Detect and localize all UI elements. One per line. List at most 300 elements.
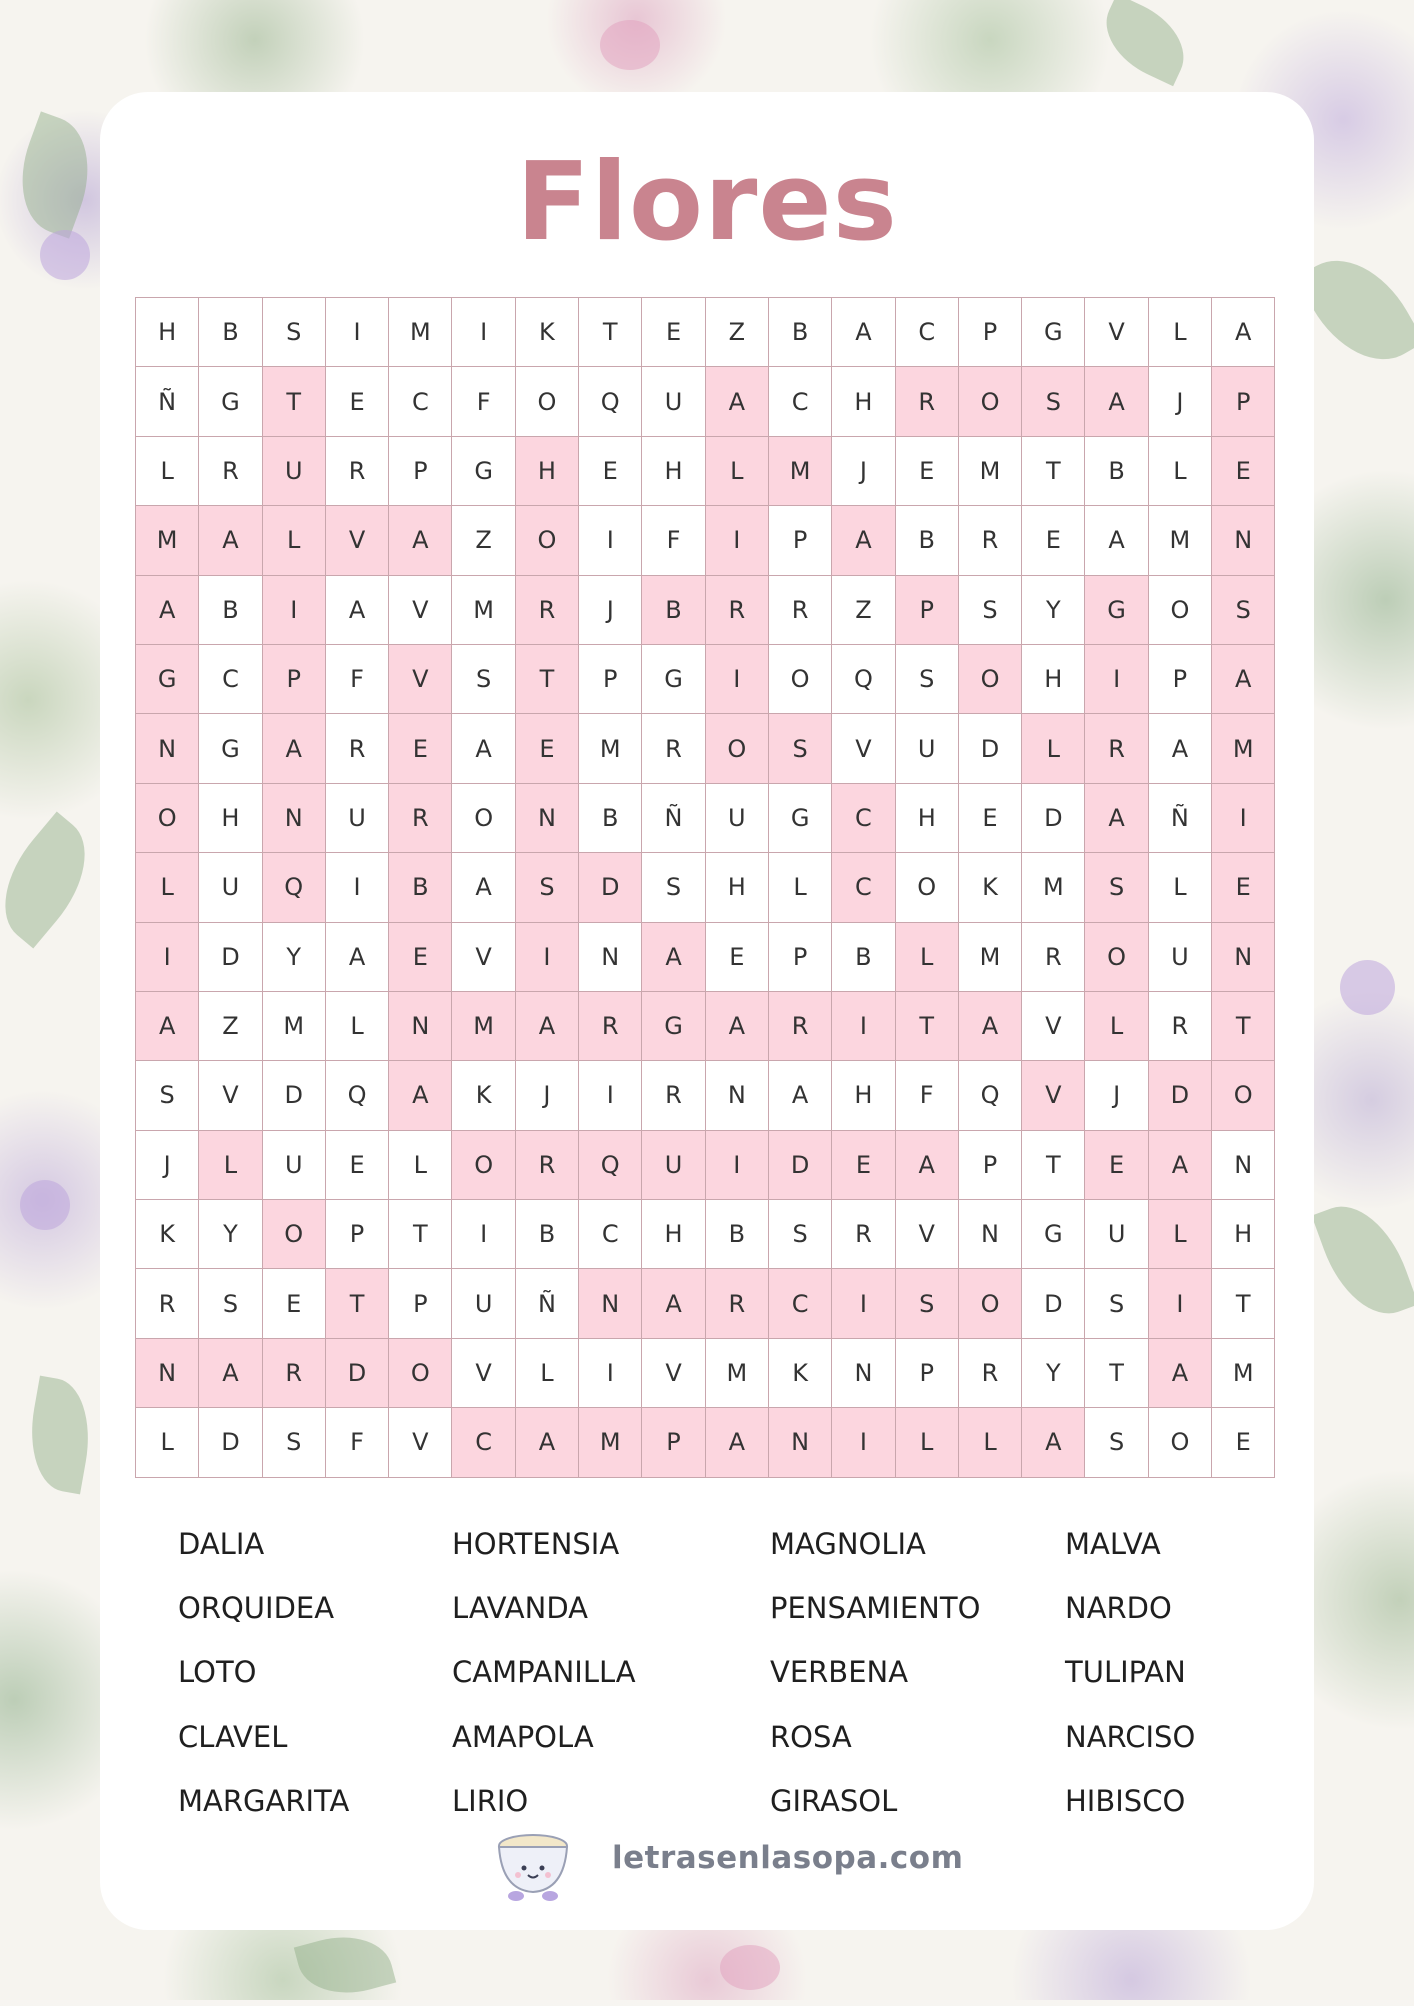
grid-cell[interactable]: A [452, 853, 515, 922]
grid-cell[interactable]: N [1212, 922, 1275, 991]
grid-cell[interactable]: A [136, 575, 199, 644]
grid-cell[interactable]: N [768, 1408, 831, 1477]
grid-cell[interactable]: S [1212, 575, 1275, 644]
grid-cell[interactable]: N [389, 991, 452, 1060]
grid-cell[interactable]: V [199, 1061, 262, 1130]
grid-cell[interactable]: S [136, 1061, 199, 1130]
grid-cell[interactable]: E [1212, 1408, 1275, 1477]
grid-cell[interactable]: S [1085, 853, 1148, 922]
grid-cell[interactable]: A [389, 506, 452, 575]
grid-cell[interactable]: G [642, 644, 705, 713]
grid-cell[interactable]: P [1148, 644, 1211, 713]
grid-cell[interactable]: F [325, 644, 388, 713]
grid-cell[interactable]: A [515, 991, 578, 1060]
grid-cell[interactable]: L [136, 1408, 199, 1477]
grid-cell[interactable]: C [768, 367, 831, 436]
grid-cell[interactable]: Q [958, 1061, 1021, 1130]
grid-cell[interactable]: T [1212, 1269, 1275, 1338]
grid-cell[interactable]: I [832, 1408, 895, 1477]
grid-cell[interactable]: A [515, 1408, 578, 1477]
grid-cell[interactable]: B [1085, 436, 1148, 505]
grid-cell[interactable]: E [1022, 506, 1085, 575]
grid-cell[interactable]: T [579, 298, 642, 367]
grid-cell[interactable]: N [705, 1061, 768, 1130]
grid-cell[interactable]: A [1085, 367, 1148, 436]
grid-cell[interactable]: G [1085, 575, 1148, 644]
grid-cell[interactable]: R [325, 436, 388, 505]
grid-cell[interactable]: N [958, 1200, 1021, 1269]
grid-cell[interactable]: Ñ [136, 367, 199, 436]
grid-cell[interactable]: R [1022, 922, 1085, 991]
grid-cell[interactable]: A [642, 1269, 705, 1338]
grid-cell[interactable]: P [389, 1269, 452, 1338]
grid-cell[interactable]: I [325, 853, 388, 922]
grid-cell[interactable]: F [895, 1061, 958, 1130]
grid-cell[interactable]: A [1212, 298, 1275, 367]
grid-cell[interactable]: J [1148, 367, 1211, 436]
grid-cell[interactable]: Ñ [642, 783, 705, 852]
grid-cell[interactable]: A [1212, 644, 1275, 713]
grid-cell[interactable]: M [958, 436, 1021, 505]
grid-cell[interactable]: E [325, 1130, 388, 1199]
grid-cell[interactable]: T [389, 1200, 452, 1269]
grid-cell[interactable]: B [389, 853, 452, 922]
grid-cell[interactable]: U [1085, 1200, 1148, 1269]
grid-cell[interactable]: R [832, 1200, 895, 1269]
grid-cell[interactable]: R [705, 1269, 768, 1338]
grid-cell[interactable]: H [1212, 1200, 1275, 1269]
grid-cell[interactable]: L [199, 1130, 262, 1199]
grid-cell[interactable]: N [1212, 506, 1275, 575]
grid-cell[interactable]: U [895, 714, 958, 783]
grid-cell[interactable]: I [705, 506, 768, 575]
grid-cell[interactable]: A [325, 575, 388, 644]
grid-cell[interactable]: U [262, 1130, 325, 1199]
grid-cell[interactable]: V [642, 1338, 705, 1407]
grid-cell[interactable]: A [136, 991, 199, 1060]
grid-cell[interactable]: M [452, 991, 515, 1060]
grid-cell[interactable]: R [958, 1338, 1021, 1407]
website-link[interactable]: letrasenlasopa.com [612, 1840, 964, 1876]
grid-cell[interactable]: A [768, 1061, 831, 1130]
grid-cell[interactable]: N [136, 714, 199, 783]
grid-cell[interactable]: H [832, 367, 895, 436]
grid-cell[interactable]: A [705, 1408, 768, 1477]
grid-cell[interactable]: V [389, 1408, 452, 1477]
grid-cell[interactable]: S [262, 298, 325, 367]
grid-cell[interactable]: I [579, 1061, 642, 1130]
grid-cell[interactable]: R [199, 436, 262, 505]
grid-cell[interactable]: J [832, 436, 895, 505]
grid-cell[interactable]: R [579, 991, 642, 1060]
grid-cell[interactable]: H [642, 436, 705, 505]
grid-cell[interactable]: L [389, 1130, 452, 1199]
grid-cell[interactable]: I [1212, 783, 1275, 852]
grid-cell[interactable]: K [452, 1061, 515, 1130]
grid-cell[interactable]: F [325, 1408, 388, 1477]
grid-cell[interactable]: C [199, 644, 262, 713]
grid-cell[interactable]: J [136, 1130, 199, 1199]
grid-cell[interactable]: T [1022, 1130, 1085, 1199]
grid-cell[interactable]: P [958, 1130, 1021, 1199]
grid-cell[interactable]: A [1148, 1338, 1211, 1407]
grid-cell[interactable]: K [768, 1338, 831, 1407]
grid-cell[interactable]: A [705, 991, 768, 1060]
grid-cell[interactable]: Q [579, 1130, 642, 1199]
grid-cell[interactable]: L [895, 922, 958, 991]
grid-cell[interactable]: S [452, 644, 515, 713]
grid-cell[interactable]: E [579, 436, 642, 505]
grid-cell[interactable]: I [136, 922, 199, 991]
grid-cell[interactable]: G [1022, 298, 1085, 367]
grid-cell[interactable]: D [768, 1130, 831, 1199]
grid-cell[interactable]: O [705, 714, 768, 783]
grid-cell[interactable]: L [1148, 853, 1211, 922]
grid-cell[interactable]: A [832, 506, 895, 575]
grid-cell[interactable]: M [1148, 506, 1211, 575]
grid-cell[interactable]: S [895, 644, 958, 713]
grid-cell[interactable]: D [1022, 1269, 1085, 1338]
grid-cell[interactable]: O [262, 1200, 325, 1269]
grid-cell[interactable]: A [389, 1061, 452, 1130]
grid-cell[interactable]: D [199, 1408, 262, 1477]
grid-cell[interactable]: H [136, 298, 199, 367]
grid-cell[interactable]: S [1085, 1408, 1148, 1477]
grid-cell[interactable]: M [705, 1338, 768, 1407]
grid-cell[interactable]: V [452, 922, 515, 991]
grid-cell[interactable]: E [325, 367, 388, 436]
grid-cell[interactable]: P [262, 644, 325, 713]
grid-cell[interactable]: N [579, 922, 642, 991]
grid-cell[interactable]: E [1212, 853, 1275, 922]
grid-cell[interactable]: S [199, 1269, 262, 1338]
grid-cell[interactable]: J [579, 575, 642, 644]
grid-cell[interactable]: M [262, 991, 325, 1060]
grid-cell[interactable]: Ñ [515, 1269, 578, 1338]
grid-cell[interactable]: P [389, 436, 452, 505]
grid-cell[interactable]: H [895, 783, 958, 852]
grid-cell[interactable]: O [895, 853, 958, 922]
grid-cell[interactable]: E [1212, 436, 1275, 505]
grid-cell[interactable]: S [768, 1200, 831, 1269]
grid-cell[interactable]: L [1085, 991, 1148, 1060]
grid-cell[interactable]: L [1148, 298, 1211, 367]
grid-cell[interactable]: C [832, 853, 895, 922]
grid-cell[interactable]: V [389, 575, 452, 644]
grid-cell[interactable]: O [389, 1338, 452, 1407]
grid-cell[interactable]: N [1212, 1130, 1275, 1199]
grid-cell[interactable]: I [579, 506, 642, 575]
grid-cell[interactable]: B [199, 575, 262, 644]
grid-cell[interactable]: I [832, 991, 895, 1060]
grid-cell[interactable]: V [895, 1200, 958, 1269]
grid-cell[interactable]: C [832, 783, 895, 852]
grid-cell[interactable]: E [515, 714, 578, 783]
grid-cell[interactable]: R [1148, 991, 1211, 1060]
grid-cell[interactable]: T [262, 367, 325, 436]
grid-cell[interactable]: E [262, 1269, 325, 1338]
grid-cell[interactable]: H [1022, 644, 1085, 713]
grid-cell[interactable]: O [958, 644, 1021, 713]
grid-cell[interactable]: C [389, 367, 452, 436]
grid-cell[interactable]: J [1085, 1061, 1148, 1130]
grid-cell[interactable]: O [1148, 1408, 1211, 1477]
grid-cell[interactable]: N [515, 783, 578, 852]
grid-cell[interactable]: G [1022, 1200, 1085, 1269]
grid-cell[interactable]: V [389, 644, 452, 713]
grid-cell[interactable]: U [262, 436, 325, 505]
grid-cell[interactable]: A [199, 1338, 262, 1407]
grid-cell[interactable]: A [642, 922, 705, 991]
grid-cell[interactable]: M [958, 922, 1021, 991]
grid-cell[interactable]: A [262, 714, 325, 783]
grid-cell[interactable]: L [136, 853, 199, 922]
grid-cell[interactable]: I [452, 298, 515, 367]
grid-cell[interactable]: L [768, 853, 831, 922]
grid-cell[interactable]: T [1212, 991, 1275, 1060]
grid-cell[interactable]: C [768, 1269, 831, 1338]
grid-cell[interactable]: A [895, 1130, 958, 1199]
grid-cell[interactable]: B [642, 575, 705, 644]
grid-cell[interactable]: B [768, 298, 831, 367]
grid-cell[interactable]: R [1085, 714, 1148, 783]
grid-cell[interactable]: K [136, 1200, 199, 1269]
grid-cell[interactable]: E [389, 922, 452, 991]
grid-cell[interactable]: V [452, 1338, 515, 1407]
grid-cell[interactable]: A [1085, 783, 1148, 852]
grid-cell[interactable]: O [1085, 922, 1148, 991]
grid-cell[interactable]: S [958, 575, 1021, 644]
grid-cell[interactable]: A [325, 922, 388, 991]
grid-cell[interactable]: U [1148, 922, 1211, 991]
grid-cell[interactable]: A [1022, 1408, 1085, 1477]
grid-cell[interactable]: P [895, 1338, 958, 1407]
grid-cell[interactable]: Q [832, 644, 895, 713]
grid-cell[interactable]: O [1148, 575, 1211, 644]
grid-cell[interactable]: L [895, 1408, 958, 1477]
grid-cell[interactable]: S [1085, 1269, 1148, 1338]
grid-cell[interactable]: I [262, 575, 325, 644]
grid-cell[interactable]: M [579, 714, 642, 783]
grid-cell[interactable]: U [452, 1269, 515, 1338]
grid-cell[interactable]: J [515, 1061, 578, 1130]
grid-cell[interactable]: Z [452, 506, 515, 575]
grid-cell[interactable]: R [325, 714, 388, 783]
grid-cell[interactable]: L [1022, 714, 1085, 783]
grid-cell[interactable]: G [768, 783, 831, 852]
grid-cell[interactable]: R [895, 367, 958, 436]
grid-cell[interactable]: B [832, 922, 895, 991]
grid-cell[interactable]: O [452, 783, 515, 852]
grid-cell[interactable]: H [832, 1061, 895, 1130]
grid-cell[interactable]: O [136, 783, 199, 852]
grid-cell[interactable]: Z [199, 991, 262, 1060]
grid-cell[interactable]: V [1022, 991, 1085, 1060]
grid-cell[interactable]: D [1148, 1061, 1211, 1130]
grid-cell[interactable]: D [262, 1061, 325, 1130]
grid-cell[interactable]: L [136, 436, 199, 505]
grid-cell[interactable]: V [832, 714, 895, 783]
grid-cell[interactable]: Ñ [1148, 783, 1211, 852]
grid-cell[interactable]: C [895, 298, 958, 367]
grid-cell[interactable]: D [325, 1338, 388, 1407]
grid-cell[interactable]: O [958, 1269, 1021, 1338]
grid-cell[interactable]: P [325, 1200, 388, 1269]
grid-cell[interactable]: H [642, 1200, 705, 1269]
grid-cell[interactable]: E [1085, 1130, 1148, 1199]
grid-cell[interactable]: V [1085, 298, 1148, 367]
grid-cell[interactable]: A [199, 506, 262, 575]
grid-cell[interactable]: Q [579, 367, 642, 436]
grid-cell[interactable]: M [1022, 853, 1085, 922]
grid-cell[interactable]: A [832, 298, 895, 367]
grid-cell[interactable]: P [958, 298, 1021, 367]
grid-cell[interactable]: U [642, 1130, 705, 1199]
grid-cell[interactable]: I [1085, 644, 1148, 713]
grid-cell[interactable]: O [515, 506, 578, 575]
grid-cell[interactable]: A [452, 714, 515, 783]
grid-cell[interactable]: R [958, 506, 1021, 575]
grid-cell[interactable]: T [895, 991, 958, 1060]
grid-cell[interactable]: N [136, 1338, 199, 1407]
grid-cell[interactable]: T [515, 644, 578, 713]
grid-cell[interactable]: L [262, 506, 325, 575]
grid-cell[interactable]: P [768, 922, 831, 991]
grid-cell[interactable]: B [579, 783, 642, 852]
grid-cell[interactable]: B [199, 298, 262, 367]
grid-cell[interactable]: M [1212, 1338, 1275, 1407]
grid-cell[interactable]: I [705, 1130, 768, 1199]
grid-cell[interactable]: Z [705, 298, 768, 367]
grid-cell[interactable]: R [262, 1338, 325, 1407]
grid-cell[interactable]: G [452, 436, 515, 505]
grid-cell[interactable]: N [262, 783, 325, 852]
grid-cell[interactable]: G [199, 714, 262, 783]
grid-cell[interactable]: U [199, 853, 262, 922]
grid-cell[interactable]: T [1022, 436, 1085, 505]
grid-cell[interactable]: N [579, 1269, 642, 1338]
grid-cell[interactable]: I [452, 1200, 515, 1269]
grid-cell[interactable]: P [895, 575, 958, 644]
grid-cell[interactable]: A [1148, 714, 1211, 783]
grid-cell[interactable]: B [895, 506, 958, 575]
grid-cell[interactable]: R [768, 991, 831, 1060]
grid-cell[interactable]: N [832, 1338, 895, 1407]
grid-cell[interactable]: Q [262, 853, 325, 922]
grid-cell[interactable]: M [452, 575, 515, 644]
grid-cell[interactable]: A [1148, 1130, 1211, 1199]
grid-cell[interactable]: E [895, 436, 958, 505]
grid-cell[interactable]: D [199, 922, 262, 991]
grid-cell[interactable]: Q [325, 1061, 388, 1130]
grid-cell[interactable]: B [515, 1200, 578, 1269]
grid-cell[interactable]: C [579, 1200, 642, 1269]
grid-cell[interactable]: B [705, 1200, 768, 1269]
grid-cell[interactable]: I [1148, 1269, 1211, 1338]
grid-cell[interactable]: C [452, 1408, 515, 1477]
grid-cell[interactable]: M [579, 1408, 642, 1477]
grid-cell[interactable]: F [642, 506, 705, 575]
grid-cell[interactable]: O [452, 1130, 515, 1199]
grid-cell[interactable]: Y [1022, 1338, 1085, 1407]
grid-cell[interactable]: D [958, 714, 1021, 783]
grid-cell[interactable]: O [768, 644, 831, 713]
grid-cell[interactable]: Y [1022, 575, 1085, 644]
grid-cell[interactable]: I [579, 1338, 642, 1407]
grid-cell[interactable]: S [515, 853, 578, 922]
grid-cell[interactable]: A [705, 367, 768, 436]
grid-cell[interactable]: O [1212, 1061, 1275, 1130]
grid-cell[interactable]: L [325, 991, 388, 1060]
grid-cell[interactable]: G [642, 991, 705, 1060]
grid-cell[interactable]: A [958, 991, 1021, 1060]
grid-cell[interactable]: T [1085, 1338, 1148, 1407]
grid-cell[interactable]: K [958, 853, 1021, 922]
grid-cell[interactable]: S [1022, 367, 1085, 436]
grid-cell[interactable]: Y [262, 922, 325, 991]
grid-cell[interactable]: M [768, 436, 831, 505]
grid-cell[interactable]: E [642, 298, 705, 367]
grid-cell[interactable]: S [768, 714, 831, 783]
grid-cell[interactable]: V [1022, 1061, 1085, 1130]
grid-cell[interactable]: R [768, 575, 831, 644]
grid-cell[interactable]: O [515, 367, 578, 436]
grid-cell[interactable]: Z [832, 575, 895, 644]
grid-cell[interactable]: I [832, 1269, 895, 1338]
grid-cell[interactable]: L [705, 436, 768, 505]
grid-cell[interactable]: L [515, 1338, 578, 1407]
grid-cell[interactable]: U [325, 783, 388, 852]
grid-cell[interactable]: T [325, 1269, 388, 1338]
grid-cell[interactable]: M [136, 506, 199, 575]
grid-cell[interactable]: R [642, 714, 705, 783]
grid-cell[interactable]: R [515, 575, 578, 644]
grid-cell[interactable]: U [642, 367, 705, 436]
grid-cell[interactable]: E [832, 1130, 895, 1199]
grid-cell[interactable]: D [579, 853, 642, 922]
grid-cell[interactable]: U [705, 783, 768, 852]
grid-cell[interactable]: R [389, 783, 452, 852]
grid-cell[interactable]: A [1085, 506, 1148, 575]
grid-cell[interactable]: P [1212, 367, 1275, 436]
grid-cell[interactable]: V [325, 506, 388, 575]
grid-cell[interactable]: P [642, 1408, 705, 1477]
grid-cell[interactable]: S [642, 853, 705, 922]
grid-cell[interactable]: H [199, 783, 262, 852]
grid-cell[interactable]: H [515, 436, 578, 505]
grid-cell[interactable]: R [136, 1269, 199, 1338]
grid-cell[interactable]: L [1148, 1200, 1211, 1269]
grid-cell[interactable]: M [1212, 714, 1275, 783]
grid-cell[interactable]: R [642, 1061, 705, 1130]
grid-cell[interactable]: I [705, 644, 768, 713]
grid-cell[interactable]: R [705, 575, 768, 644]
grid-cell[interactable]: E [705, 922, 768, 991]
grid-cell[interactable]: L [958, 1408, 1021, 1477]
grid-cell[interactable]: E [958, 783, 1021, 852]
grid-cell[interactable]: K [515, 298, 578, 367]
grid-cell[interactable]: Y [199, 1200, 262, 1269]
grid-cell[interactable]: E [389, 714, 452, 783]
grid-cell[interactable]: S [895, 1269, 958, 1338]
grid-cell[interactable]: I [325, 298, 388, 367]
grid-cell[interactable]: G [199, 367, 262, 436]
grid-cell[interactable]: M [389, 298, 452, 367]
grid-cell[interactable]: G [136, 644, 199, 713]
grid-cell[interactable]: D [1022, 783, 1085, 852]
grid-cell[interactable]: S [262, 1408, 325, 1477]
grid-cell[interactable]: R [515, 1130, 578, 1199]
